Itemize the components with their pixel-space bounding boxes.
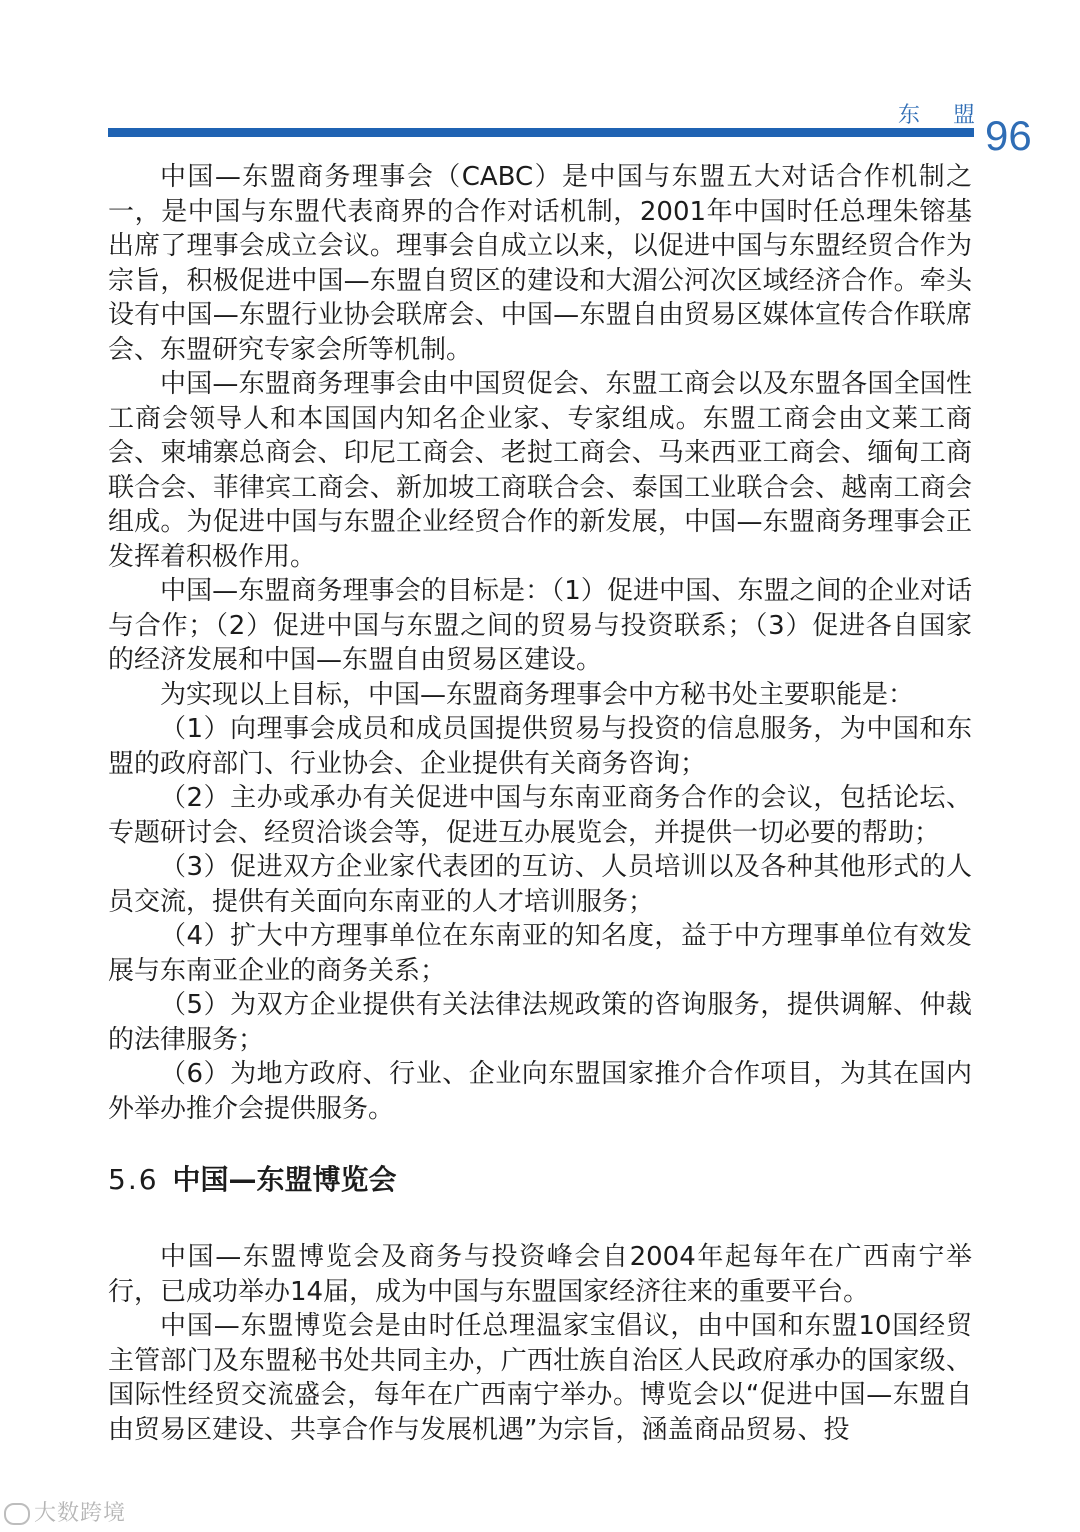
- paragraph: 中国—东盟商务理事会（CABC）是中国与东盟五大对话合作机制之一，是中国与东盟代表商界的合作对话机制，2001年中国时任总理朱镕基出席了理事会成立会议。理事会自成立以来，以促进中国与东盟经贸合作为宗旨，积极促进中国—东盟自贸区的建设和大湄公河次区域经济合作。牵头设有中国—东盟行业协会联席会、中国—东盟自由贸易区媒体宣传合作联席会、东盟研究专家会所等机制。: [108, 162, 972, 365]
- running-header-title: 东 盟: [898, 103, 988, 128]
- paragraph: 中国—东盟博览会是由时任总理温家宝倡议，由中国和东盟10国经贸主管部门及东盟秘书处共同主办，广西壮族自治区人民政府承办的国家级、国际性经贸交流盛会，每年在广西南宁举办。博览会以“促进中国—东盟自由贸易区建设、共享合作与发展机遇”为宗旨，涵盖商品贸易、投: [108, 1311, 972, 1445]
- list-item-paragraph: （2）主办或承办有关促进中国与东南亚商务合作的会议，包括论坛、专题研讨会、经贸洽谈会等，促进互办展览会，并提供一切必要的帮助；: [108, 783, 972, 848]
- paragraph: 为实现以上目标，中国—东盟商务理事会中方秘书处主要职能是：: [160, 679, 915, 710]
- section-title: 中国—东盟博览会: [172, 1163, 397, 1196]
- list-item-paragraph: （1）向理事会成员和成员国提供贸易与投资的信息服务，为中国和东盟的政府部门、行业协会、企业提供有关商务咨询；: [108, 714, 972, 779]
- watermark: [4, 1496, 126, 1527]
- page-number: 96: [985, 112, 1032, 159]
- list-item-paragraph: （3）促进双方企业家代表团的互访、人员培训以及各种其他形式的人员交流，提供有关面向东南亚的人才培训服务；: [108, 852, 972, 917]
- header-divider: [108, 128, 974, 137]
- paragraph: 中国—东盟博览会及商务与投资峰会自2004年起每年在广西南宁举行，已成功举办14届，成为中国与东盟国家经济往来的重要平台。: [108, 1242, 972, 1307]
- section-number: 5.6: [108, 1163, 159, 1196]
- page-body: [108, 160, 972, 1447]
- list-item-paragraph: （6）为地方政府、行业、企业向东盟国家推介合作项目，为其在国内外举办推介会提供服务。: [108, 1059, 972, 1124]
- watermark-logo-icon: [4, 1503, 30, 1525]
- paragraph: 中国—东盟商务理事会的目标是：（1）促进中国、东盟之间的企业对话与合作；（2）促进中国与东盟之间的贸易与投资联系；（3）促进各自国家的经济发展和中国—东盟自由贸易区建设。: [108, 576, 972, 675]
- list-item-paragraph: （5）为双方企业提供有关法律法规政策的咨询服务，提供调解、仲裁的法律服务；: [108, 990, 972, 1055]
- list-item-paragraph: （4）扩大中方理事单位在东南亚的知名度，益于中方理事单位有效发展与东南亚企业的商务关系；: [108, 921, 972, 986]
- watermark-text: 大数跨境: [34, 1501, 127, 1526]
- paragraph: 中国—东盟商务理事会由中国贸促会、东盟工商会以及东盟各国全国性工商会领导人和本国国内知名企业家、专家组成。东盟工商会由文莱工商会、柬埔寨总商会、印尼工商会、老挝工商会、马来西亚工商会、缅甸工商联合会、菲律宾工商会、新加坡工商联合会、泰国工业联合会、越南工商会组成。为促进中国与东盟企业经贸合作的新发展，中国—东盟商务理事会正发挥着积极作用。: [108, 369, 972, 572]
- section-heading: [108, 1160, 972, 1200]
